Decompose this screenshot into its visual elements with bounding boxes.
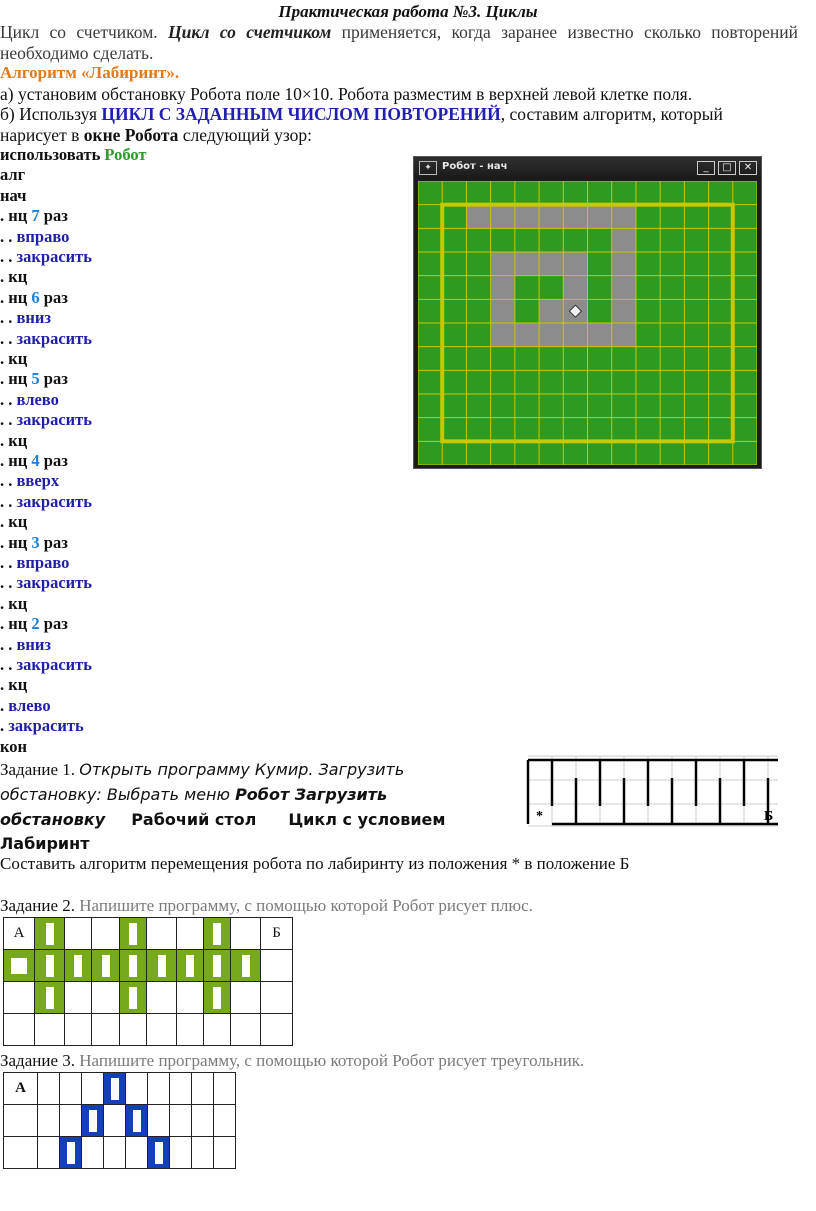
code-token: . кц: [0, 349, 28, 368]
code-line: [0, 267, 27, 287]
code-token: . нц: [0, 451, 32, 470]
code-token: . .: [0, 471, 17, 491]
grid-cell: [214, 1105, 236, 1137]
grid-cell: [126, 1073, 148, 1105]
code-token: закрасить: [16, 573, 92, 593]
grid-cell: [82, 1073, 104, 1105]
maximize-button[interactable]: □: [718, 161, 736, 175]
code-token: вправо: [16, 553, 70, 572]
grid-cell: [204, 918, 231, 950]
step-b-line2: [0, 125, 312, 145]
code-token: 4: [31, 451, 40, 470]
task1-line2-bold: Робот Загрузить: [235, 785, 388, 804]
grid-cell: [65, 950, 92, 982]
painted-cell: [563, 323, 587, 347]
painted-mark: [213, 987, 221, 1009]
grid-cell: [38, 1105, 60, 1137]
code-token: . нц: [0, 532, 32, 552]
task2-line: [0, 896, 533, 916]
painted-cell: [612, 228, 636, 252]
grid-row: [4, 1137, 236, 1169]
code-line: [0, 573, 92, 593]
painted-cell: [612, 323, 636, 347]
grid-cell: [261, 982, 293, 1014]
grid-cell: [38, 1073, 60, 1105]
code-token: алг: [0, 165, 26, 185]
code-token: раз: [39, 369, 68, 389]
task1-line2-italic: обстановку: Выбрать меню: [0, 785, 236, 804]
code-line: [0, 614, 68, 634]
grid-cell: [60, 1105, 82, 1137]
grid-row: [4, 1014, 293, 1046]
painted-mark: [155, 1142, 163, 1164]
grid-cell: [92, 982, 120, 1014]
grid-cell: [192, 1105, 214, 1137]
step-b-line1: [0, 104, 723, 124]
code-line: [0, 206, 68, 226]
task2-grid: [3, 917, 293, 1046]
grid-cell: [204, 1014, 231, 1046]
code-token: .: [0, 716, 9, 736]
painted-mark: [46, 923, 54, 945]
grid-cell: [82, 1105, 104, 1137]
code-line: [0, 675, 27, 695]
grid-cell: [231, 982, 261, 1014]
code-line: [0, 492, 92, 512]
task1-line3-b: Цикл с условием: [288, 810, 446, 829]
code-token: . нц: [0, 206, 32, 226]
minimize-button[interactable]: _: [697, 161, 715, 175]
task1-line4: Лабиринт: [0, 834, 90, 853]
grid-cell: [177, 982, 204, 1014]
intro-part1: Цикл со счетчиком.: [0, 22, 168, 42]
code-line: [0, 716, 84, 736]
intro-part3: применяется, когда заранее известно сколько повторений необходимо сделать.: [0, 22, 798, 63]
grid-cell: [35, 918, 65, 950]
grid-cell: [35, 950, 65, 982]
painted-mark: [158, 955, 166, 977]
grid-cell: [60, 1137, 82, 1169]
painted-cell: [539, 205, 563, 229]
painted-cell: [515, 323, 539, 347]
code-token: нач: [0, 185, 27, 205]
painted-mark: [89, 1110, 97, 1132]
grid-cell: [126, 1105, 148, 1137]
code-token: . кц: [0, 430, 28, 450]
end-cell: Б: [261, 918, 293, 950]
painted-mark: [129, 955, 137, 977]
code-line: [0, 655, 92, 675]
grid-cell: [120, 982, 147, 1014]
painted-mark: [46, 955, 54, 977]
code-token: . .: [0, 655, 17, 674]
painted-mark: [242, 955, 250, 977]
code-token: . нц: [0, 369, 32, 389]
grid-cell: [148, 1105, 170, 1137]
grid-cell: [261, 1014, 293, 1046]
code-token: . .: [0, 410, 17, 430]
code-line: [0, 533, 68, 553]
close-button[interactable]: ✕: [739, 161, 757, 175]
grid-cell: [120, 918, 147, 950]
grid-row: [4, 982, 293, 1014]
code-line: [0, 471, 59, 491]
task1-line2: [0, 785, 387, 805]
code-token: использовать: [0, 145, 105, 164]
code-line: [0, 594, 27, 614]
code-token: . .: [0, 328, 17, 348]
painted-cell: [491, 252, 515, 276]
grid-cell: [104, 1073, 126, 1105]
code-token: 6: [31, 287, 40, 307]
code-line: [0, 186, 26, 206]
grid-cell: [104, 1137, 126, 1169]
code-line: [0, 227, 69, 247]
painted-mark: [111, 1078, 119, 1100]
code-line: [0, 451, 68, 471]
grid-cell: [148, 1137, 170, 1169]
code-token: . .: [0, 634, 17, 654]
code-token: . нц: [0, 614, 32, 634]
grid-cell: [120, 950, 147, 982]
step-b-line2-suffix: следующий узор:: [178, 125, 313, 145]
robot-window-titlebar: [414, 157, 761, 179]
code-token: . .: [0, 226, 17, 246]
painted-cell: [612, 205, 636, 229]
code-line: [0, 247, 92, 267]
code-token: кон: [0, 736, 28, 756]
grid-cell: [170, 1137, 192, 1169]
code-token: 7: [31, 206, 40, 226]
code-token: влево: [16, 389, 59, 409]
grid-cell: [65, 918, 92, 950]
painted-mark: [186, 955, 194, 977]
code-token: 2: [31, 614, 40, 634]
code-line: [0, 635, 51, 655]
painted-cell: [588, 205, 612, 229]
painted-mark: [129, 987, 137, 1009]
start-cell: А: [4, 918, 35, 950]
step-a: а) установим обстановку Робота поле 10×10. Робота разместим в верхней левой клетке поля.: [0, 84, 693, 104]
code-line: [0, 288, 68, 308]
grid-cell: [60, 1073, 82, 1105]
code-token: закрасить: [16, 328, 92, 348]
maze-walls: [528, 760, 778, 824]
code-line: [0, 145, 147, 165]
maze-end-label: Б: [764, 809, 774, 824]
task1-line3-a: Рабочий стол: [131, 810, 257, 829]
painted-cell: [612, 276, 636, 300]
painted-cell: [588, 323, 612, 347]
grid-cell: [147, 1014, 177, 1046]
painted-mark: [74, 955, 82, 977]
step-b-line2-prefix: нарисует в: [0, 125, 84, 145]
grid-cell: [38, 1137, 60, 1169]
code-token: . кц: [0, 675, 28, 695]
code-token: . .: [0, 553, 17, 572]
grid-cell: [4, 1014, 35, 1046]
grid-cell: [82, 1137, 104, 1169]
task1-line3-bolditalic: обстановку: [0, 810, 106, 829]
grid-row: [4, 1105, 236, 1137]
grid-cell: [147, 918, 177, 950]
grid-cell: [148, 1073, 170, 1105]
grid-cell: [35, 1014, 65, 1046]
code-token: . .: [0, 247, 17, 266]
grid-row: [4, 950, 293, 982]
grid-cell: [92, 950, 120, 982]
maze-start-label: *: [536, 809, 543, 824]
code-token: вниз: [16, 308, 52, 328]
task3-label: Задание 3.: [0, 1051, 80, 1070]
maze-grid: [528, 756, 778, 826]
code-token: . .: [0, 491, 17, 511]
painted-cell: [491, 323, 515, 347]
task1-line3: [0, 810, 445, 830]
grid-cell: [65, 982, 92, 1014]
grid-cell: [35, 982, 65, 1014]
grid-row: [4, 1073, 236, 1105]
grid-cell: [204, 982, 231, 1014]
robot-field: [418, 181, 757, 465]
grid-cell: [214, 1073, 236, 1105]
grid-cell: [192, 1073, 214, 1105]
code-token: вправо: [16, 226, 70, 246]
code-token: закрасить: [16, 410, 92, 430]
painted-cell: [491, 299, 515, 323]
code-line: [0, 737, 27, 757]
grid-cell: [104, 1105, 126, 1137]
code-token: . кц: [0, 267, 28, 287]
code-line: [0, 369, 68, 389]
task3-grid: [3, 1072, 236, 1169]
task3-line: [0, 1051, 584, 1071]
grid-cell: [204, 950, 231, 982]
grid-cell: [4, 950, 35, 982]
task1-label: Задание 1.: [0, 760, 80, 779]
painted-cell: [539, 323, 563, 347]
grid-cell: [4, 1105, 38, 1137]
grid-cell: [170, 1073, 192, 1105]
painted-mark: [102, 955, 110, 977]
task1-line5: Составить алгоритм перемещения робота по лабиринту из положения * в положение Б: [0, 854, 630, 873]
code-token: раз: [39, 206, 68, 226]
code-token: . .: [0, 308, 17, 328]
code-line: [0, 696, 51, 716]
step-b-prefix: б) Используя: [0, 104, 102, 124]
grid-cell: [4, 1137, 38, 1169]
painted-cell: [466, 205, 490, 229]
page-title: Практическая работа №3. Циклы: [278, 2, 538, 21]
pin-icon[interactable]: ✦: [419, 161, 437, 175]
painted-cell: [612, 299, 636, 323]
painted-cell: [515, 205, 539, 229]
robot-window: [413, 156, 762, 469]
start-cell: А: [4, 1073, 38, 1105]
code-token: раз: [39, 451, 68, 470]
grid-cell: [231, 918, 261, 950]
intro-paragraph: [0, 22, 798, 64]
grid-cell: [92, 918, 120, 950]
grid-cell: [231, 1014, 261, 1046]
code-token: раз: [39, 614, 68, 634]
code-token: закрасить: [8, 716, 84, 736]
painted-mark: [133, 1110, 141, 1132]
code-line: [0, 512, 27, 532]
code-line: [0, 390, 59, 410]
painted-cell: [491, 205, 515, 229]
grid-cell: [192, 1137, 214, 1169]
code-token: Робот: [104, 145, 147, 164]
code-line: [0, 553, 69, 573]
code-token: вверх: [16, 471, 60, 491]
grid-cell: [126, 1137, 148, 1169]
code-line: [0, 329, 92, 349]
grid-cell: [120, 1014, 147, 1046]
painted-mark: [46, 987, 54, 1009]
code-token: 5: [31, 369, 40, 389]
painted-cell: [563, 276, 587, 300]
task1-line1: [0, 760, 404, 780]
code-token: . нц: [0, 287, 32, 307]
code-token: . кц: [0, 512, 28, 532]
task2-text: Напишите программу, с помощью которой Робот рисует плюс.: [79, 896, 533, 915]
grid-cell: [170, 1105, 192, 1137]
task3-text: Напишите программу, с помощью которой Робот рисует треугольник.: [79, 1051, 585, 1070]
step-b-line2-bold: окне Робота: [83, 125, 179, 145]
code-token: вниз: [16, 634, 52, 654]
start-marker: [11, 958, 27, 974]
grid-cell: [214, 1137, 236, 1169]
grid-cell: [177, 950, 204, 982]
grid-row: [4, 918, 293, 950]
painted-mark: [67, 1142, 75, 1164]
grid-cell: [177, 1014, 204, 1046]
grid-cell: [177, 918, 204, 950]
code-token: .: [0, 695, 9, 715]
painted-cell: [563, 205, 587, 229]
code-token: раз: [39, 532, 68, 552]
painted-cell: [491, 276, 515, 300]
grid-cell: [231, 950, 261, 982]
grid-cell: [147, 950, 177, 982]
maze-drawing: [524, 750, 782, 830]
grid-cell: [4, 982, 35, 1014]
grid-cell: [261, 950, 293, 982]
code-token: закрасить: [16, 247, 92, 266]
painted-mark: [213, 923, 221, 945]
code-token: влево: [8, 695, 51, 715]
intro-part2: Цикл со счетчиком: [167, 22, 332, 42]
code-token: . .: [0, 573, 17, 593]
code-token: . кц: [0, 593, 28, 613]
painted-mark: [213, 955, 221, 977]
step-b-highlight: ЦИКЛ С ЗАДАННЫМ ЧИСЛОМ ПОВТОРЕНИЙ: [101, 104, 501, 124]
painted-cell: [539, 299, 563, 323]
code-token: . .: [0, 389, 17, 409]
code-token: закрасить: [16, 491, 92, 511]
code-line: [0, 410, 92, 430]
code-line: [0, 308, 51, 328]
grid-cell: [147, 982, 177, 1014]
task1-italic: Открыть программу Кумир. Загрузить: [79, 760, 405, 779]
task2-label: Задание 2.: [0, 896, 80, 915]
algorithm-title: Алгоритм «Лабиринт».: [0, 63, 180, 82]
step-b-suffix: , составим алгоритм, который: [500, 104, 723, 124]
painted-mark: [129, 923, 137, 945]
painted-cell: [539, 252, 563, 276]
code-token: 3: [31, 532, 40, 552]
code-token: раз: [39, 287, 68, 307]
code-token: закрасить: [16, 655, 92, 674]
code-line: [0, 349, 27, 369]
robot-window-title: Робот - нач: [442, 161, 508, 172]
grid-cell: [92, 1014, 120, 1046]
painted-cell: [563, 252, 587, 276]
code-line: [0, 165, 25, 185]
painted-cell: [612, 252, 636, 276]
painted-cell: [515, 252, 539, 276]
grid-cell: [65, 1014, 92, 1046]
code-line: [0, 431, 27, 451]
